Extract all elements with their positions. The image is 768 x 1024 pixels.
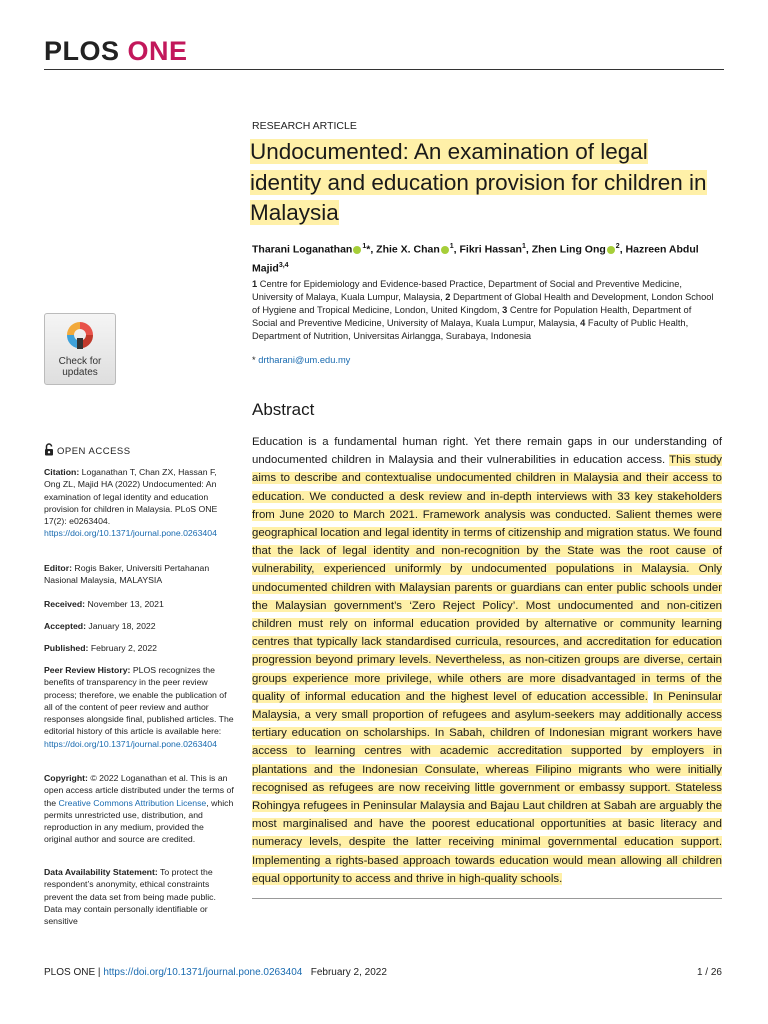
page-footer — [44, 967, 722, 978]
orcid-icon[interactable] — [441, 246, 449, 254]
received-label: Received: — [44, 599, 86, 609]
footer-date: February 2, 2022 — [310, 967, 387, 978]
author-1-suffix: *, — [366, 243, 377, 256]
badge-line-2: updates — [62, 367, 98, 378]
open-access-label — [44, 443, 131, 457]
received-text: November 13, 2021 — [87, 599, 164, 609]
published-text: February 2, 2022 — [90, 643, 157, 653]
editor-text: Rogis Baker, Universiti Pertahanan Nasional Malaysia, MALAYSIA — [44, 563, 210, 586]
affil-1-num: 1 — [252, 279, 258, 289]
footer-journal: PLOS ONE — [44, 967, 96, 978]
author-3-affil: 1 — [521, 243, 526, 250]
citation-doi-link[interactable]: https://doi.org/10.1371/journal.pone.0263404 — [44, 528, 217, 539]
author-1-affil: 1 — [362, 243, 367, 250]
abstract-divider — [252, 898, 722, 899]
author-1-name[interactable]: Tharani Loganathan — [252, 243, 353, 256]
author-5-name[interactable]: Hazreen Abdul Majid — [252, 243, 699, 274]
affil-1-text: Centre for Epidemiology and Evidence-based Practice, Department of Social and Preventive Medicine, University of Malaya, Kuala Lumpur, Malaysia, — [252, 279, 682, 302]
peer-review-label: Peer Review History: — [44, 665, 131, 675]
published-label: Published: — [44, 643, 89, 653]
published-block — [44, 642, 234, 654]
footer-separator: | — [97, 967, 101, 978]
logo-one: ONE — [127, 36, 188, 66]
affil-2-text: Department of Global Health and Development, London School of Hygiene and Tropical Medicine, London, United Kingdom, — [252, 292, 714, 315]
corresponding-email-link[interactable]: drtharani@um.edu.my — [258, 355, 351, 365]
affiliations — [252, 278, 714, 343]
orcid-icon[interactable] — [607, 246, 615, 254]
author-4-name[interactable]: Zhen Ling Ong — [531, 243, 606, 256]
data-availability-text: To protect the respondent’s anonymity, ethical constraints prevent the data set from being made public. Data may contain personally identifiable or sensitive — [44, 867, 216, 927]
citation-text: Loganathan T, Chan ZX, Hassan F, Ong ZL, Majid HA (2022) Undocumented: An examination of legal identity and education provision for children in Malaysia. PLoS ONE 17(2): e0263404. — [44, 467, 218, 527]
abstract-highlight-2: In Peninsular Malaysia, a very small proportion of refugees and asylum-seekers may additionally access tertiary education on scholarships. In Sabah, children of Indonesian migrant workers have access to learning centres with academic accreditation supported by employers in plantations and the Indonesian Consulate, whereas Filipino migrants who were initially recognised as refugees are now receiving little government or embassy support. Stateless Rohingya refugees in Peninsular Malaysia and Bajau Laut children at Sabah are arguably the most marginalised and have the poorest educational opportunities at basic literacy and numeracy levels, despite the latter receiving minimal governmental education support. Implementing a rights-based approach towards education would mean allowing all children equal opportunity to access and thrive in high-quality schools. — [252, 690, 722, 885]
copyright-label: Copyright: — [44, 773, 88, 783]
author-4-affil: 2 — [615, 243, 620, 250]
accepted-label: Accepted: — [44, 621, 86, 631]
license-link[interactable]: Creative Commons Attribution License — [58, 797, 207, 808]
abstract-part-1: Education is a fundamental human right. Yet there remain gaps in our understanding of undocumented children in Malaysia and their vulnerabilities in education access. — [252, 436, 722, 467]
page-number: 1 / 26 — [696, 967, 722, 978]
author-2-suffix: , — [453, 243, 460, 256]
author-3-name[interactable]: Fikri Hassan — [459, 243, 522, 256]
footer-doi-link[interactable]: https://doi.org/10.1371/journal.pone.0263404 — [103, 967, 303, 978]
author-list — [252, 239, 702, 276]
open-access-text: OPEN ACCESS — [57, 446, 131, 457]
copyright-block — [44, 772, 234, 846]
editor-label: Editor: — [44, 563, 72, 573]
copyright-text-1: © 2022 Loganathan et al. This is an open access article distributed under the terms of the — [44, 773, 234, 808]
article-type: RESEARCH ARTICLE — [252, 120, 357, 132]
affil-2-num: 2 — [445, 292, 451, 302]
corresponding-marker: * — [252, 355, 256, 365]
accepted-block — [44, 620, 234, 632]
corresponding-author — [252, 355, 350, 365]
crossmark-icon — [65, 320, 95, 350]
article-title — [250, 137, 720, 229]
author-3-suffix: , — [525, 243, 532, 256]
check-for-updates-badge[interactable] — [44, 313, 116, 385]
badge-label — [45, 356, 115, 378]
author-2-affil: 1 — [449, 243, 454, 250]
data-availability-label: Data Availability Statement: — [44, 867, 158, 877]
peer-review-block — [44, 664, 234, 750]
editor-block — [44, 562, 234, 587]
abstract-highlight-1: This study aims to describe and contextualise undocumented children in Malaysia and their access to education. We conducted a desk review and in-depth interviews with 33 key stakeholders from June 2020 to March 2021. Framework analysis was conducted. Salient themes were geographical location and legal identity in terms of citizenship and migration status. We found that the lack of legal identity and non-recognition by the State was the root cause of vulnerability, experienced uniformly by undocumented populations in Malaysia. Only undocumented children with Malaysian parents or guardians can enter public schools under the Malaysian government’s ‘Zero Reject Policy’. Most undocumented and non-citizen children must rely on informal education provided by alternative or community learning centres that typically lack standardised curricula, resources, and accreditation for education progression beyond primary levels. Nevertheless, as non-citizen groups are diverse, certain groups experience more privilege, while others are more disadvantaged in terms of the quality of informal education and the highest level of education accessible. — [252, 454, 722, 703]
orcid-icon[interactable] — [353, 246, 361, 254]
peer-review-link[interactable]: https://doi.org/10.1371/journal.pone.0263404 — [44, 738, 217, 749]
author-4-suffix: , — [619, 243, 626, 256]
logo-plos: PLOS — [44, 36, 120, 66]
affil-4-text: Faculty of Public Health, Department of Nutrition, Universitas Airlangga, Surabaya, Indonesia — [252, 318, 689, 341]
badge-line-1: Check for — [58, 356, 102, 367]
affil-4-num: 4 — [580, 318, 586, 328]
copyright-text-2: , which permits unrestricted use, distribution, and reproduction in any medium, provided the original author and source are credited. — [44, 797, 234, 845]
journal-logo[interactable] — [44, 36, 188, 67]
author-2-name[interactable]: Zhie X. Chan — [376, 243, 440, 256]
citation-block — [44, 466, 234, 540]
accepted-text: January 18, 2022 — [88, 621, 156, 631]
abstract-text — [252, 433, 722, 888]
affil-3-text: Centre for Population Health, Department of Social and Preventive Medicine, University of Malaya, Kuala Lumpur, Malaysia, — [252, 305, 692, 328]
data-availability-block — [44, 866, 234, 927]
abstract-heading: Abstract — [252, 400, 315, 419]
title-text: Undocumented: An examination of legal identity and education provision for children in Malaysia — [250, 139, 707, 225]
affil-3-num: 3 — [502, 305, 508, 315]
header-divider — [44, 69, 724, 70]
author-5-affil: 3,4 — [278, 261, 289, 269]
peer-review-text: PLOS recognizes the benefits of transparency in the peer review process; therefore, we enable the publication of all of the content of peer review and author responses alongside final, published articles. The editorial history of this article is available here: — [44, 665, 234, 737]
open-lock-icon — [44, 443, 54, 456]
received-block — [44, 598, 234, 610]
citation-label: Citation: — [44, 467, 80, 477]
